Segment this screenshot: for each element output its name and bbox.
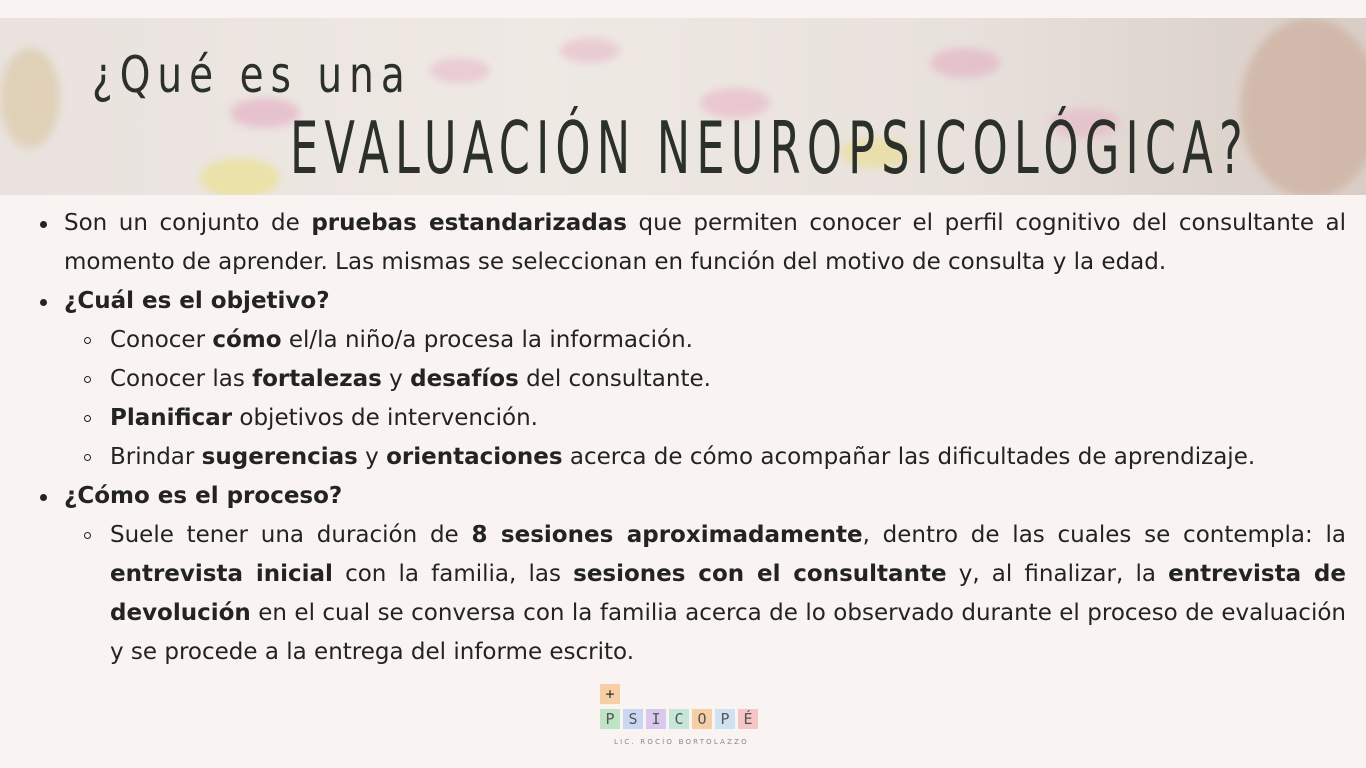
text: y	[381, 366, 411, 392]
text: Suele tener una duración de	[110, 522, 472, 548]
bullet-process	[36, 477, 1346, 672]
logo-letters	[600, 709, 761, 729]
text: el/la niño/a procesa la información.	[281, 327, 693, 353]
logo-letter: P	[715, 709, 735, 729]
sub-bullet	[64, 321, 1346, 360]
text: Conocer	[110, 327, 213, 353]
bold-text: desafíos	[410, 366, 519, 392]
logo-subtitle: LIC. ROCÍO BORTOLAZZO	[614, 738, 749, 746]
decorative-blob	[1240, 18, 1366, 195]
logo-letter: C	[669, 709, 689, 729]
content-list	[36, 204, 1346, 672]
logo-letter: P	[600, 709, 620, 729]
sub-bullet	[64, 360, 1346, 399]
header-banner	[0, 18, 1366, 195]
text: acerca de cómo acompañar las dificultades de aprendizaje.	[562, 444, 1256, 470]
logo-plus: +	[600, 684, 620, 704]
bold-text: Planificar	[110, 405, 233, 431]
bold-text: fortalezas	[252, 366, 382, 392]
bold-text: sugerencias	[201, 444, 358, 470]
bold-text: entrevista de devolución	[110, 561, 1347, 626]
text: con la familia, las	[332, 561, 574, 587]
logo-letter: I	[646, 709, 666, 729]
decorative-blob	[430, 58, 490, 83]
bold-text: sesiones con el consultante	[573, 561, 947, 587]
text: en el cual se conversa con la familia acerca de lo observado durante el proceso de evaluación y se procede a la entrega del informe escrito.	[110, 600, 1346, 665]
text: Conocer las	[110, 366, 253, 392]
logo-letter: É	[738, 709, 758, 729]
title-line-1: ¿Qué es una	[92, 46, 412, 104]
decorative-blob	[0, 48, 60, 148]
sub-bullet	[64, 438, 1346, 477]
text: y, al finalizar, la	[946, 561, 1169, 587]
psicope-logo	[600, 684, 770, 748]
text: Son un conjunto de	[64, 210, 312, 236]
bullet-objective	[36, 282, 1346, 477]
logo-letter: O	[692, 709, 712, 729]
text: , dentro de las cuales se contempla: la	[862, 522, 1346, 548]
logo-letter: S	[623, 709, 643, 729]
sub-bullet	[64, 516, 1346, 672]
decorative-blob	[560, 38, 620, 63]
text: objetivos de intervención.	[232, 405, 538, 431]
title-line-2: EVALUACIÓN NEUROPSICOLÓGICA?	[290, 106, 1249, 190]
decorative-blob	[930, 48, 1000, 78]
bold-text: entrevista inicial	[110, 561, 333, 587]
bullet-definition	[36, 204, 1346, 282]
bold-text: cómo	[212, 327, 282, 353]
bold-text: orientaciones	[386, 444, 563, 470]
bold-text: 8 sesiones aproximadamente	[471, 522, 863, 548]
text: que permiten conocer el perfil cognitivo del consultante al momento de aprender. Las mismas se seleccionan en función del motivo de consulta y la edad.	[64, 210, 1347, 275]
decorative-blob	[200, 158, 280, 195]
bold-text: pruebas estandarizadas	[311, 210, 627, 236]
process-heading: ¿Cómo es el proceso?	[64, 483, 343, 509]
text: y	[357, 444, 387, 470]
text: Brindar	[110, 444, 202, 470]
objective-heading: ¿Cuál es el objetivo?	[64, 288, 330, 314]
sub-bullet	[64, 399, 1346, 438]
text: del consultante.	[518, 366, 711, 392]
